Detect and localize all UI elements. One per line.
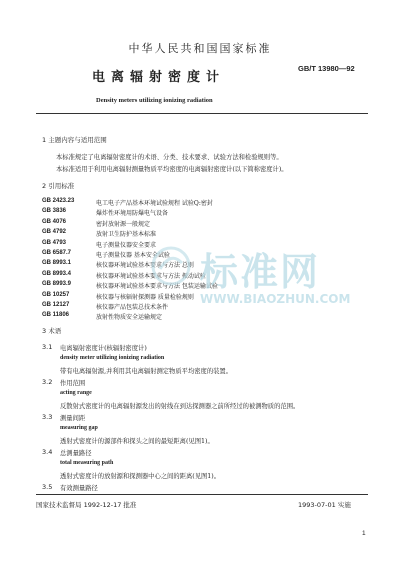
term-3-2-zh: 作用范围 <box>60 380 86 387</box>
effective-date: 1993-07-01 实施 <box>298 501 351 509</box>
reference-name: 电子测量仪器 基本安全试验 <box>96 252 170 259</box>
reference-code: GB 8993.9 <box>42 281 72 288</box>
term-3-3-zh: 测量间距 <box>60 415 86 422</box>
term-3-2-number: 3.2 <box>42 378 53 386</box>
reference-code: GB 3836 <box>42 208 67 215</box>
reference-code: GB 10257 <box>42 291 70 298</box>
term-3-1-zh: 电离辐射密度计(核辐射密度计) <box>60 345 147 352</box>
reference-code: GB 2423.23 <box>42 198 75 204</box>
reference-name: 电工电子产品基本环境试验规程 试验Q:密封 <box>96 200 213 207</box>
reference-name: 密封放射源一般规定 <box>96 220 151 228</box>
reference-code: GB 8993.4 <box>42 270 72 277</box>
term-3-5-zh: 有效测量路径 <box>60 485 98 492</box>
reference-name: 核仪器环境试验基本要求与方法 振动试验 <box>96 272 206 280</box>
reference-name: 电子测量仪器安全要求 <box>96 241 157 249</box>
watermark-logo-icon <box>150 245 192 287</box>
standard-code: GB/T 13980—92 <box>298 64 355 73</box>
reference-code: GB 11806 <box>42 312 70 319</box>
document-header: 中华人民共和国国家标准 <box>128 42 272 55</box>
term-3-5-number: 3.5 <box>42 483 53 491</box>
term-3-4-en: total measuring path <box>60 460 114 466</box>
term-3-1-definition: 带有电离辐射源,并利用其电离辐射测定物质平均密度的装置。 <box>60 368 233 375</box>
term-3-1-en: density meter utilizing ionizing radiation <box>60 355 165 361</box>
header-rule <box>36 113 368 114</box>
reference-name: 放射卫生防护基本标准 <box>96 231 157 239</box>
reference-code: GB 4792 <box>42 229 67 236</box>
term-3-2-en: acting range <box>60 390 92 396</box>
document-title-en: Density meters utilizing ionizing radiation <box>96 97 213 104</box>
reference-name: 爆炸性环境用防爆电气设备 <box>96 210 169 218</box>
approval-date: 国家技术监督局 1992-12-17 批准 <box>36 501 137 509</box>
page-number: 1 <box>362 530 366 537</box>
section-1-paragraph-1: 本标准规定了电离辐射密度计的术语、分类、技术要求、试验方法和检验规则等。 <box>56 154 283 161</box>
term-3-1-number: 3.1 <box>42 343 53 351</box>
section-3-heading: 3 术语 <box>42 327 62 335</box>
section-1-heading: 1 主题内容与适用范围 <box>42 136 107 144</box>
reference-code: GB 8993.1 <box>42 260 72 267</box>
section-2-heading: 2 引用标准 <box>42 182 75 190</box>
watermark-url: WWW.BIAOZHUN.COM <box>200 292 351 306</box>
document-title-zh: 电离辐射密度计 <box>92 70 226 85</box>
term-3-4-number: 3.4 <box>42 448 53 456</box>
reference-name: 放射性物质安全运输规定 <box>96 314 163 322</box>
reference-code: GB 4793 <box>42 239 67 246</box>
reference-name: 核仪器产品包装总技术条件 <box>96 304 169 311</box>
reference-code: GB 4076 <box>42 218 67 225</box>
term-3-4-zh: 总测量路径 <box>60 450 92 457</box>
reference-name: 核仪器与核辐射探测器 质量检验规则 <box>96 293 194 301</box>
reference-code: GB 6587.7 <box>42 250 72 256</box>
reference-name: 核仪器环境试验基本要求与方法 总则 <box>96 262 194 270</box>
term-3-3-definition: 透射式密度计的源部件和探头之间的最短距离(见图1)。 <box>60 438 214 445</box>
term-3-4-definition: 透射式密度计的放射源和探测器中心之间的距离(见图1)。 <box>60 473 221 480</box>
term-3-3-en: measuring gap <box>60 425 98 431</box>
section-1-paragraph-2: 本标准适用于利用电离辐射测量物质平均密度的电离辐射密度计(以下简称密度计)。 <box>56 166 288 173</box>
term-3-3-number: 3.3 <box>42 413 53 421</box>
reference-name: 核仪器环境试验基本要求与方法 包装运输试验 <box>96 283 218 291</box>
watermark-text: 标准网 <box>200 250 321 294</box>
footer-rule <box>36 494 368 495</box>
reference-code: GB 12127 <box>42 302 70 308</box>
term-3-2-definition: 反散射式密度计的电离辐射源发出的射线在到达探测器之前所经过的被测物质的范围。 <box>60 403 300 410</box>
